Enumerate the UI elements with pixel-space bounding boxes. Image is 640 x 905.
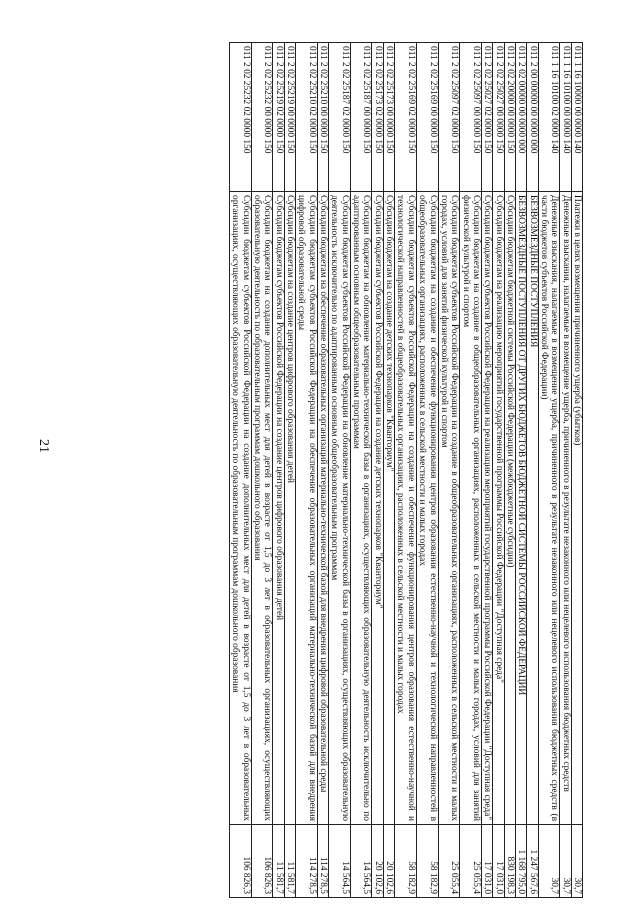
name-cell: Субсидии бюджетам на создание и обеспечение функционирования центров образования естественно-научной и технологической направленностей в общеобразовательных организациях, расположенных в сельской местности и малых городах xyxy=(416,192,438,825)
name-cell: Субсидии бюджетам субъектов Российской Федерации на обновление материально-технической базы в организациях, осуществляющих образовательную деятельность исключительно по адаптированным основным общеобразовательным программам xyxy=(329,192,351,825)
amount-cell: 17 031,0 xyxy=(481,825,492,898)
table-row xyxy=(504,43,515,898)
budget-revenue-table xyxy=(229,42,583,898)
table-row xyxy=(383,43,394,898)
name-cell: Субсидии бюджетам на создание в общеобразовательных организациях, расположенных в сельской местности и малых городах, условий для занятий физической культурой и спортом xyxy=(460,192,482,825)
name-cell: Субсидии бюджетам на создание центров цифрового образования детей xyxy=(284,192,295,825)
amount-cell: 1 168 795,0 xyxy=(515,825,526,898)
code-cell: 011 1 16 10100 02 0000 140 xyxy=(538,43,560,192)
amount-cell: 114 278,5 xyxy=(317,825,328,898)
table-row xyxy=(460,43,482,898)
amount-cell: 20 102,6 xyxy=(372,825,383,898)
table-row xyxy=(284,43,295,898)
code-cell: 011 2 02 25173 00 0000 150 xyxy=(383,43,394,192)
code-cell: 011 2 02 25169 02 0000 150 xyxy=(395,43,417,192)
code-cell: 011 2 02 20000 00 0000 150 xyxy=(504,43,515,192)
table-row xyxy=(560,43,571,898)
name-cell: Субсидии бюджетам на обновление материально-технической базы в организациях, осуществляющих образовательную деятельность исключительно по адаптированным основным общеобразовательным программам xyxy=(350,192,372,825)
table-row xyxy=(317,43,328,898)
amount-cell: 58 182,9 xyxy=(416,825,438,898)
name-cell: Субсидии бюджетам бюджетной системы Российской Федерации (межбюджетные субсидии) xyxy=(504,192,515,825)
amount-cell: 30,7 xyxy=(538,825,560,898)
code-cell: 011 2 02 25173 02 0000 150 xyxy=(372,43,383,192)
name-cell: БЕЗВОЗМЕЗДНЫЕ ПОСТУПЛЕНИЯ ОТ ДРУГИХ БЮДЖЕТОВ БЮДЖЕТНОЙ СИСТЕМЫ РОССИЙСКОЙ ФЕДЕРАЦИИ xyxy=(515,192,526,825)
table-row xyxy=(372,43,383,898)
code-cell: 011 2 00 00000 00 0000 000 xyxy=(527,43,538,192)
amount-cell: 17 031,0 xyxy=(493,825,504,898)
table-row xyxy=(251,43,273,898)
amount-cell: 58 182,9 xyxy=(395,825,417,898)
name-cell: Субсидии бюджетам субъектов Российской Федерации на создание дополнительных мест для детей в возрасте от 1,5 до 3 лет в образовательных организациях, осуществляющих образовательную деятельность по образовательным программам дошкольного образования xyxy=(230,192,252,825)
amount-cell: 1 247 567,6 xyxy=(527,825,538,898)
table-row xyxy=(329,43,351,898)
name-cell: Субсидии бюджетам на обеспечение образовательных организаций материально-технической базой для внедрения цифровой образовательной среды xyxy=(317,192,328,825)
code-cell: 011 2 02 25210 00 0000 150 xyxy=(317,43,328,192)
amount-cell: 106 826,3 xyxy=(230,825,252,898)
table-row xyxy=(416,43,438,898)
code-cell: 011 2 02 25232 02 0000 150 xyxy=(230,43,252,192)
name-cell: Субсидии бюджетам субъектов Российской Федерации на создание центров цифрового образования детей xyxy=(273,192,284,825)
rotated-page-content xyxy=(83,42,583,898)
table-row xyxy=(230,43,252,898)
code-cell: 011 2 02 25219 02 0000 150 xyxy=(273,43,284,192)
code-cell: 011 1 16 10100 00 0000 140 xyxy=(560,43,571,192)
amount-cell: 25 055,4 xyxy=(460,825,482,898)
amount-cell: 30,7 xyxy=(571,825,582,898)
code-cell: 011 2 02 25169 00 0000 150 xyxy=(416,43,438,192)
amount-cell: 20 102,6 xyxy=(383,825,394,898)
table-row xyxy=(350,43,372,898)
code-cell: 011 2 02 25097 02 0000 150 xyxy=(438,43,460,192)
code-cell: 011 1 16 10000 00 0000 140 xyxy=(571,43,582,192)
table-row xyxy=(515,43,526,898)
amount-cell: 11 581,7 xyxy=(273,825,284,898)
name-cell: Денежные взыскания, налагаемые в возмещение ущерба, причиненного в результате незаконного или нецелевого использования бюджетных средств (в части бюджетов субъектов Российской Федерации) xyxy=(538,192,560,825)
amount-cell: 106 826,3 xyxy=(251,825,273,898)
table-row xyxy=(296,43,318,898)
name-cell: Субсидии бюджетам субъектов Российской Федерации на создание детских технопарков "Кванториум" xyxy=(372,192,383,825)
code-cell: 011 2 02 25027 02 0000 150 xyxy=(481,43,492,192)
name-cell: БЕЗВОЗМЕЗДНЫЕ ПОСТУПЛЕНИЯ xyxy=(527,192,538,825)
table-row xyxy=(395,43,417,898)
name-cell: Субсидии бюджетам субъектов Российской Федерации на обеспечение образовательных организаций материально-технической базой для внедрения цифровой образовательной среды xyxy=(296,192,318,825)
page-number: 21 xyxy=(36,439,51,453)
name-cell: Субсидии бюджетам на создание детских технопарков "Кванториум" xyxy=(383,192,394,825)
table-row xyxy=(273,43,284,898)
table-row xyxy=(438,43,460,898)
table-row xyxy=(538,43,560,898)
amount-cell: 14 564,5 xyxy=(329,825,351,898)
code-cell: 011 2 02 25219 00 0000 150 xyxy=(284,43,295,192)
amount-cell: 830 198,3 xyxy=(504,825,515,898)
amount-cell: 25 055,4 xyxy=(438,825,460,898)
name-cell: Субсидии бюджетам на создание дополнительных мест для детей в возрасте от 1,5 до 3 лет в образовательных организациях, осуществляющих образовательную деятельность по образовательным программам дошкольного образования xyxy=(251,192,273,825)
code-cell: 011 2 02 00000 00 0000 000 xyxy=(515,43,526,192)
name-cell: Платежи в целях возмещения причиненного ущерба (убытков) xyxy=(571,192,582,825)
code-cell: 011 2 02 25027 00 0000 150 xyxy=(493,43,504,192)
table-row xyxy=(493,43,504,898)
code-cell: 011 2 02 25187 00 0000 150 xyxy=(350,43,372,192)
table-row xyxy=(571,43,582,898)
amount-cell: 114 278,5 xyxy=(296,825,318,898)
name-cell: Субсидии бюджетам субъектов Российской Федерации на реализацию мероприятий государственной программы Российской Федерации "Доступная среда" xyxy=(481,192,492,825)
table-row xyxy=(527,43,538,898)
table-row xyxy=(481,43,492,898)
code-cell: 011 2 02 25097 00 0000 150 xyxy=(460,43,482,192)
amount-cell: 11 581,7 xyxy=(284,825,295,898)
name-cell: Денежные взыскания, налагаемые в возмещение ущерба, причиненного в результате незаконного или нецелевого использования бюджетных средств xyxy=(560,192,571,825)
name-cell: Субсидии бюджетам субъектов Российской Федерации на создание и обеспечение функционирования центров образования естественно-научной и технологической направленностей в общеобразовательных организациях, расположенных в сельской местности и малых городах xyxy=(395,192,417,825)
amount-cell: 14 564,5 xyxy=(350,825,372,898)
name-cell: Субсидии бюджетам на реализацию мероприятий государственной программы Российской Федерации "Доступная среда" xyxy=(493,192,504,825)
code-cell: 011 2 02 25210 02 0000 150 xyxy=(296,43,318,192)
code-cell: 011 2 02 25187 02 0000 150 xyxy=(329,43,351,192)
name-cell: Субсидии бюджетам субъектов Российской Федерации на создание в общеобразовательных организациях, расположенных в сельской местности и малых городах, условий для занятий физической культурой и спортом xyxy=(438,192,460,825)
code-cell: 011 2 02 25232 00 0000 150 xyxy=(251,43,273,192)
table-body xyxy=(230,43,583,898)
amount-cell: 30,7 xyxy=(560,825,571,898)
